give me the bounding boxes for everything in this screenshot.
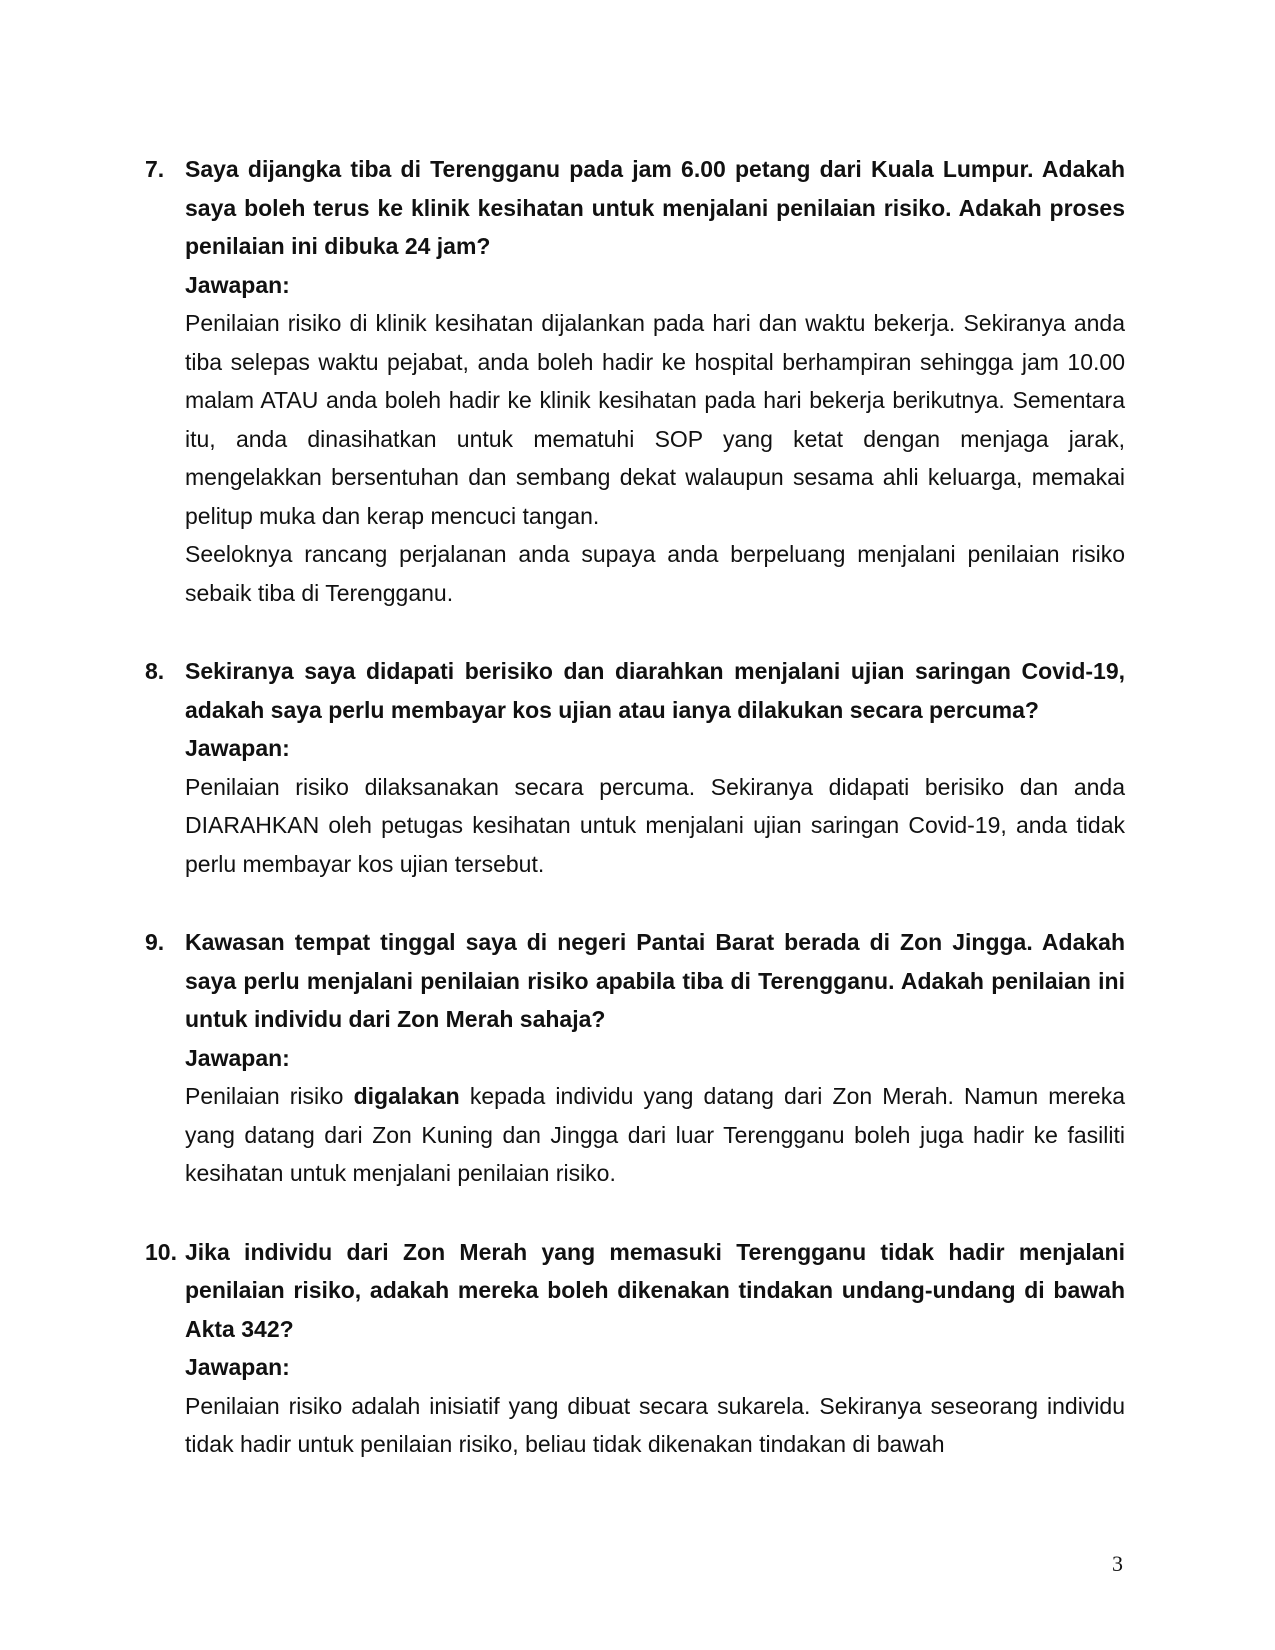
answer-paragraph: Penilaian risiko dilaksanakan secara percuma. Sekiranya didapati berisiko dan anda DIARAHKAN oleh petugas kesihatan untuk menjalani ujian saringan Covid-19, anda tidak perlu membayar kos ujian tersebut. [185, 773, 1125, 877]
faq-question: Sekiranya saya didapati berisiko dan diarahkan menjalani ujian saringan Covid-19, adakah saya perlu membayar kos ujian atau ianya dilakukan secara percuma? [185, 658, 1125, 723]
faq-item-8 [145, 652, 1125, 883]
faq-question: Jika individu dari Zon Merah yang memasuki Terengganu tidak hadir menjalani penilaian risiko, adakah mereka boleh dikenakan tindakan undang-undang di bawah Akta 342? [185, 1238, 1125, 1342]
answer-label: Jawapan: [185, 1354, 290, 1380]
answer-paragraph: Penilaian risiko di klinik kesihatan dijalankan pada hari dan waktu bekerja. Sekiranya anda tiba selepas waktu pejabat, anda boleh hadir ke hospital berhampiran sehingga jam 10.00 malam ATAU anda boleh hadir ke klinik kesihatan pada hari bekerja berikutnya. Sementara itu, anda dinasihatkan untuk mematuhi SOP yang ketat dengan menjaga jarak, mengelakkan bersentuhan dan sembang dekat walaupun sesama ahli keluarga, memakai pelitup muka dan kerap mencuci tangan. [185, 310, 1125, 529]
emphasis-text: digalakan [353, 1083, 460, 1109]
faq-number: 10. [145, 1238, 177, 1265]
answer-paragraph [185, 1077, 1125, 1193]
answer-text: kepada individu yang datang dari Zon Merah. Namun mereka yang datang dari Zon Kuning dan Jingga dari luar Terengganu boleh juga hadir ke fasiliti kesihatan untuk menjalani penilaian risiko. [185, 1083, 1125, 1186]
faq-number: 8. [145, 658, 165, 684]
answer-label: Jawapan: [185, 735, 290, 761]
page-number: 3 [1112, 1551, 1123, 1576]
faq-number: 9. [145, 929, 165, 955]
faq-question: Kawasan tempat tinggal saya di negeri Pantai Barat berada di Zon Jingga. Adakah saya perlu menjalani penilaian risiko apabila tiba di Terengganu. Adakah penilaian ini untuk individu dari Zon Merah sahaja? [185, 929, 1125, 1032]
faq-item-9 [145, 923, 1125, 1193]
answer-paragraph: Penilaian risiko adalah inisiatif yang dibuat secara sukarela. Sekiranya seseorang individu tidak hadir untuk penilaian risiko, beliau tidak dikenakan tindakan di bawah [185, 1392, 1125, 1457]
faq-item-10 [145, 1233, 1125, 1464]
answer-paragraph: Seeloknya rancang perjalanan anda supaya anda berpeluang menjalani penilaian risiko sebaik tiba di Terengganu. [185, 541, 1125, 606]
faq-number: 7. [145, 156, 165, 182]
answer-text: Penilaian risiko [185, 1083, 354, 1109]
faq-list [145, 150, 1125, 1504]
faq-item-7 [145, 150, 1125, 612]
answer-label: Jawapan: [185, 1044, 290, 1071]
answer-label: Jawapan: [185, 271, 290, 298]
faq-question: Saya dijangka tiba di Terengganu pada jam 6.00 petang dari Kuala Lumpur. Adakah saya boleh terus ke klinik kesihatan untuk menjalani penilaian risiko. Adakah proses penilaian ini dibuka 24 jam? [185, 156, 1125, 259]
